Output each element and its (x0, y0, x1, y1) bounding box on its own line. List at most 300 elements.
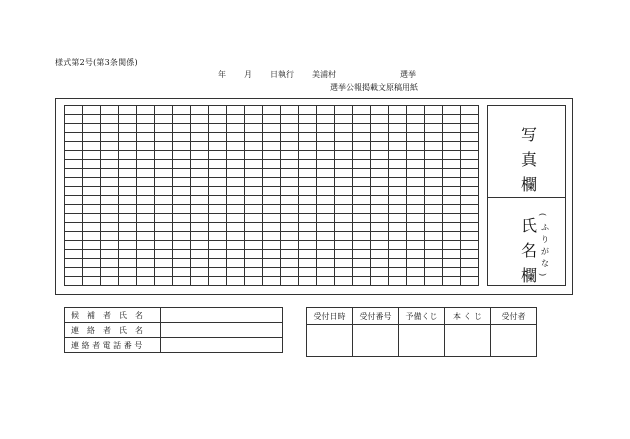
grid-cell[interactable] (245, 196, 263, 205)
grid-cell[interactable] (443, 169, 461, 178)
grid-cell[interactable] (191, 196, 209, 205)
grid-cell[interactable] (155, 142, 173, 151)
grid-cell[interactable] (335, 214, 353, 223)
grid-cell[interactable] (353, 133, 371, 142)
grid-cell[interactable] (317, 259, 335, 268)
grid-cell[interactable] (119, 142, 137, 151)
grid-cell[interactable] (407, 205, 425, 214)
grid-cell[interactable] (83, 160, 101, 169)
manuscript-grid[interactable] (64, 105, 479, 286)
grid-cell[interactable] (155, 196, 173, 205)
grid-cell[interactable] (443, 232, 461, 241)
grid-cell[interactable] (443, 115, 461, 124)
grid-cell[interactable] (461, 259, 479, 268)
grid-cell[interactable] (335, 160, 353, 169)
grid-cell[interactable] (407, 259, 425, 268)
grid-cell[interactable] (353, 268, 371, 277)
grid-cell[interactable] (173, 187, 191, 196)
grid-cell[interactable] (299, 124, 317, 133)
grid-cell[interactable] (119, 205, 137, 214)
grid-cell[interactable] (317, 133, 335, 142)
grid-cell[interactable] (371, 250, 389, 259)
grid-cell[interactable] (407, 277, 425, 286)
grid-cell[interactable] (371, 160, 389, 169)
grid-cell[interactable] (209, 241, 227, 250)
grid-cell[interactable] (263, 205, 281, 214)
grid-cell[interactable] (209, 223, 227, 232)
grid-cell[interactable] (443, 160, 461, 169)
grid-cell[interactable] (353, 187, 371, 196)
grid-cell[interactable] (209, 106, 227, 115)
grid-cell[interactable] (191, 124, 209, 133)
grid-cell[interactable] (425, 214, 443, 223)
grid-cell[interactable] (191, 205, 209, 214)
grid-cell[interactable] (191, 160, 209, 169)
grid-cell[interactable] (389, 106, 407, 115)
grid-cell[interactable] (353, 115, 371, 124)
contact-phone-field[interactable] (161, 338, 283, 353)
grid-cell[interactable] (353, 277, 371, 286)
grid-cell[interactable] (425, 187, 443, 196)
grid-cell[interactable] (209, 142, 227, 151)
grid-cell[interactable] (281, 214, 299, 223)
grid-cell[interactable] (101, 142, 119, 151)
grid-cell[interactable] (371, 232, 389, 241)
grid-cell[interactable] (191, 169, 209, 178)
grid-cell[interactable] (425, 205, 443, 214)
grid-cell[interactable] (119, 124, 137, 133)
grid-cell[interactable] (155, 187, 173, 196)
grid-cell[interactable] (227, 268, 245, 277)
grid-cell[interactable] (353, 241, 371, 250)
grid-cell[interactable] (101, 124, 119, 133)
grid-cell[interactable] (119, 277, 137, 286)
grid-cell[interactable] (317, 232, 335, 241)
grid-cell[interactable] (389, 124, 407, 133)
grid-cell[interactable] (137, 205, 155, 214)
grid-cell[interactable] (119, 187, 137, 196)
grid-cell[interactable] (371, 142, 389, 151)
grid-cell[interactable] (191, 214, 209, 223)
grid-cell[interactable] (245, 124, 263, 133)
grid-cell[interactable] (263, 178, 281, 187)
grid-cell[interactable] (65, 277, 83, 286)
grid-cell[interactable] (443, 142, 461, 151)
grid-cell[interactable] (299, 223, 317, 232)
grid-cell[interactable] (461, 250, 479, 259)
grid-cell[interactable] (443, 124, 461, 133)
grid-cell[interactable] (119, 223, 137, 232)
grid-cell[interactable] (137, 232, 155, 241)
grid-cell[interactable] (425, 223, 443, 232)
grid-cell[interactable] (425, 277, 443, 286)
grid-cell[interactable] (119, 196, 137, 205)
main-lottery-field[interactable] (445, 325, 491, 357)
grid-cell[interactable] (317, 187, 335, 196)
grid-cell[interactable] (407, 250, 425, 259)
grid-cell[interactable] (425, 106, 443, 115)
grid-cell[interactable] (299, 259, 317, 268)
grid-cell[interactable] (407, 133, 425, 142)
grid-cell[interactable] (353, 196, 371, 205)
grid-cell[interactable] (173, 232, 191, 241)
preliminary-lottery-field[interactable] (399, 325, 445, 357)
grid-cell[interactable] (119, 151, 137, 160)
grid-cell[interactable] (443, 277, 461, 286)
grid-cell[interactable] (263, 259, 281, 268)
grid-cell[interactable] (119, 178, 137, 187)
grid-cell[interactable] (263, 169, 281, 178)
contact-name-field[interactable] (161, 323, 283, 338)
grid-cell[interactable] (245, 250, 263, 259)
grid-cell[interactable] (353, 223, 371, 232)
grid-cell[interactable] (407, 214, 425, 223)
grid-cell[interactable] (227, 205, 245, 214)
grid-cell[interactable] (461, 106, 479, 115)
grid-cell[interactable] (83, 133, 101, 142)
grid-cell[interactable] (173, 106, 191, 115)
grid-cell[interactable] (371, 133, 389, 142)
grid-cell[interactable] (317, 277, 335, 286)
grid-cell[interactable] (461, 133, 479, 142)
grid-cell[interactable] (263, 232, 281, 241)
grid-cell[interactable] (407, 196, 425, 205)
grid-cell[interactable] (281, 169, 299, 178)
grid-cell[interactable] (425, 259, 443, 268)
grid-cell[interactable] (65, 259, 83, 268)
grid-cell[interactable] (389, 142, 407, 151)
grid-cell[interactable] (245, 151, 263, 160)
grid-cell[interactable] (245, 178, 263, 187)
grid-cell[interactable] (263, 106, 281, 115)
grid-cell[interactable] (101, 133, 119, 142)
grid-cell[interactable] (155, 223, 173, 232)
grid-cell[interactable] (65, 160, 83, 169)
grid-cell[interactable] (335, 142, 353, 151)
grid-cell[interactable] (227, 169, 245, 178)
grid-cell[interactable] (335, 268, 353, 277)
grid-cell[interactable] (191, 223, 209, 232)
grid-cell[interactable] (227, 133, 245, 142)
grid-cell[interactable] (83, 124, 101, 133)
grid-cell[interactable] (101, 259, 119, 268)
grid-cell[interactable] (209, 151, 227, 160)
grid-cell[interactable] (155, 178, 173, 187)
grid-cell[interactable] (443, 196, 461, 205)
grid-cell[interactable] (83, 151, 101, 160)
grid-cell[interactable] (119, 115, 137, 124)
grid-cell[interactable] (173, 277, 191, 286)
grid-cell[interactable] (155, 268, 173, 277)
grid-cell[interactable] (65, 124, 83, 133)
grid-cell[interactable] (371, 187, 389, 196)
grid-cell[interactable] (425, 142, 443, 151)
grid-cell[interactable] (461, 232, 479, 241)
grid-cell[interactable] (317, 241, 335, 250)
grid-cell[interactable] (335, 232, 353, 241)
grid-cell[interactable] (137, 124, 155, 133)
grid-cell[interactable] (65, 268, 83, 277)
grid-cell[interactable] (461, 268, 479, 277)
grid-cell[interactable] (371, 223, 389, 232)
grid-cell[interactable] (353, 232, 371, 241)
grid-cell[interactable] (65, 241, 83, 250)
grid-cell[interactable] (407, 223, 425, 232)
grid-cell[interactable] (263, 187, 281, 196)
grid-cell[interactable] (155, 232, 173, 241)
grid-cell[interactable] (461, 214, 479, 223)
grid-cell[interactable] (389, 241, 407, 250)
grid-cell[interactable] (209, 133, 227, 142)
grid-cell[interactable] (335, 169, 353, 178)
grid-cell[interactable] (119, 106, 137, 115)
grid-cell[interactable] (389, 232, 407, 241)
grid-cell[interactable] (425, 250, 443, 259)
grid-cell[interactable] (317, 142, 335, 151)
grid-cell[interactable] (155, 259, 173, 268)
grid-cell[interactable] (335, 196, 353, 205)
grid-cell[interactable] (83, 214, 101, 223)
grid-cell[interactable] (227, 241, 245, 250)
grid-cell[interactable] (65, 205, 83, 214)
grid-cell[interactable] (119, 214, 137, 223)
grid-cell[interactable] (461, 151, 479, 160)
grid-cell[interactable] (461, 223, 479, 232)
grid-cell[interactable] (137, 259, 155, 268)
grid-cell[interactable] (155, 214, 173, 223)
grid-cell[interactable] (335, 106, 353, 115)
grid-cell[interactable] (245, 259, 263, 268)
grid-cell[interactable] (443, 106, 461, 115)
grid-cell[interactable] (155, 169, 173, 178)
grid-cell[interactable] (101, 232, 119, 241)
grid-cell[interactable] (407, 268, 425, 277)
grid-cell[interactable] (425, 241, 443, 250)
grid-cell[interactable] (101, 241, 119, 250)
grid-cell[interactable] (101, 169, 119, 178)
grid-cell[interactable] (425, 268, 443, 277)
grid-cell[interactable] (209, 169, 227, 178)
grid-cell[interactable] (101, 268, 119, 277)
grid-cell[interactable] (245, 106, 263, 115)
grid-cell[interactable] (173, 268, 191, 277)
grid-cell[interactable] (227, 259, 245, 268)
grid-cell[interactable] (137, 160, 155, 169)
grid-cell[interactable] (389, 151, 407, 160)
grid-cell[interactable] (317, 115, 335, 124)
grid-cell[interactable] (317, 205, 335, 214)
grid-cell[interactable] (191, 151, 209, 160)
grid-cell[interactable] (389, 268, 407, 277)
grid-cell[interactable] (191, 178, 209, 187)
grid-cell[interactable] (263, 241, 281, 250)
grid-cell[interactable] (209, 124, 227, 133)
grid-cell[interactable] (389, 178, 407, 187)
grid-cell[interactable] (227, 187, 245, 196)
grid-cell[interactable] (317, 151, 335, 160)
grid-cell[interactable] (227, 115, 245, 124)
grid-cell[interactable] (407, 106, 425, 115)
grid-cell[interactable] (209, 115, 227, 124)
grid-cell[interactable] (119, 169, 137, 178)
grid-cell[interactable] (443, 214, 461, 223)
grid-cell[interactable] (281, 250, 299, 259)
grid-cell[interactable] (353, 250, 371, 259)
grid-cell[interactable] (101, 115, 119, 124)
grid-cell[interactable] (461, 187, 479, 196)
grid-cell[interactable] (65, 223, 83, 232)
grid-cell[interactable] (245, 268, 263, 277)
grid-cell[interactable] (173, 205, 191, 214)
grid-cell[interactable] (191, 268, 209, 277)
grid-cell[interactable] (263, 160, 281, 169)
grid-cell[interactable] (137, 277, 155, 286)
grid-cell[interactable] (83, 205, 101, 214)
grid-cell[interactable] (353, 106, 371, 115)
grid-cell[interactable] (281, 277, 299, 286)
grid-cell[interactable] (245, 223, 263, 232)
grid-cell[interactable] (245, 205, 263, 214)
grid-cell[interactable] (173, 196, 191, 205)
grid-cell[interactable] (317, 196, 335, 205)
grid-cell[interactable] (425, 115, 443, 124)
grid-cell[interactable] (281, 142, 299, 151)
grid-cell[interactable] (299, 115, 317, 124)
grid-cell[interactable] (281, 268, 299, 277)
grid-cell[interactable] (299, 268, 317, 277)
grid-cell[interactable] (119, 241, 137, 250)
grid-cell[interactable] (299, 214, 317, 223)
grid-cell[interactable] (425, 232, 443, 241)
grid-cell[interactable] (425, 178, 443, 187)
grid-cell[interactable] (317, 106, 335, 115)
grid-cell[interactable] (461, 142, 479, 151)
grid-cell[interactable] (335, 151, 353, 160)
grid-cell[interactable] (83, 268, 101, 277)
grid-cell[interactable] (209, 250, 227, 259)
grid-cell[interactable] (137, 106, 155, 115)
grid-cell[interactable] (407, 115, 425, 124)
grid-cell[interactable] (461, 169, 479, 178)
grid-cell[interactable] (245, 232, 263, 241)
grid-cell[interactable] (263, 223, 281, 232)
grid-cell[interactable] (155, 277, 173, 286)
grid-cell[interactable] (119, 160, 137, 169)
grid-cell[interactable] (191, 142, 209, 151)
grid-cell[interactable] (263, 214, 281, 223)
grid-cell[interactable] (173, 250, 191, 259)
grid-cell[interactable] (155, 133, 173, 142)
grid-cell[interactable] (299, 106, 317, 115)
grid-cell[interactable] (101, 277, 119, 286)
grid-cell[interactable] (299, 133, 317, 142)
grid-cell[interactable] (83, 115, 101, 124)
grid-cell[interactable] (389, 133, 407, 142)
grid-cell[interactable] (371, 169, 389, 178)
grid-cell[interactable] (209, 160, 227, 169)
grid-cell[interactable] (443, 268, 461, 277)
grid-cell[interactable] (173, 142, 191, 151)
grid-cell[interactable] (425, 133, 443, 142)
grid-cell[interactable] (83, 223, 101, 232)
grid-cell[interactable] (299, 277, 317, 286)
grid-cell[interactable] (353, 178, 371, 187)
grid-cell[interactable] (209, 196, 227, 205)
grid-cell[interactable] (101, 106, 119, 115)
reception-number-field[interactable] (353, 325, 399, 357)
grid-cell[interactable] (245, 160, 263, 169)
grid-cell[interactable] (317, 178, 335, 187)
grid-cell[interactable] (299, 178, 317, 187)
grid-cell[interactable] (155, 160, 173, 169)
grid-cell[interactable] (389, 223, 407, 232)
grid-cell[interactable] (155, 241, 173, 250)
grid-cell[interactable] (371, 268, 389, 277)
grid-cell[interactable] (65, 106, 83, 115)
grid-cell[interactable] (227, 232, 245, 241)
grid-cell[interactable] (245, 133, 263, 142)
grid-cell[interactable] (65, 214, 83, 223)
grid-cell[interactable] (281, 106, 299, 115)
grid-cell[interactable] (227, 151, 245, 160)
grid-cell[interactable] (245, 241, 263, 250)
grid-cell[interactable] (389, 115, 407, 124)
grid-cell[interactable] (263, 268, 281, 277)
grid-cell[interactable] (299, 205, 317, 214)
grid-cell[interactable] (281, 178, 299, 187)
grid-cell[interactable] (191, 241, 209, 250)
grid-cell[interactable] (317, 124, 335, 133)
grid-cell[interactable] (389, 250, 407, 259)
grid-cell[interactable] (425, 151, 443, 160)
grid-cell[interactable] (101, 160, 119, 169)
grid-cell[interactable] (209, 232, 227, 241)
grid-cell[interactable] (83, 250, 101, 259)
grid-cell[interactable] (137, 241, 155, 250)
grid-cell[interactable] (317, 223, 335, 232)
grid-cell[interactable] (371, 106, 389, 115)
grid-cell[interactable] (173, 151, 191, 160)
grid-cell[interactable] (209, 205, 227, 214)
grid-cell[interactable] (101, 187, 119, 196)
grid-cell[interactable] (407, 232, 425, 241)
grid-cell[interactable] (173, 178, 191, 187)
grid-cell[interactable] (443, 187, 461, 196)
grid-cell[interactable] (83, 196, 101, 205)
grid-cell[interactable] (353, 259, 371, 268)
grid-cell[interactable] (389, 196, 407, 205)
grid-cell[interactable] (281, 160, 299, 169)
grid-cell[interactable] (173, 169, 191, 178)
grid-cell[interactable] (281, 241, 299, 250)
grid-cell[interactable] (227, 142, 245, 151)
grid-cell[interactable] (371, 196, 389, 205)
grid-cell[interactable] (407, 169, 425, 178)
grid-cell[interactable] (137, 178, 155, 187)
grid-cell[interactable] (137, 196, 155, 205)
grid-cell[interactable] (155, 205, 173, 214)
grid-cell[interactable] (101, 196, 119, 205)
grid-cell[interactable] (173, 115, 191, 124)
grid-cell[interactable] (173, 241, 191, 250)
grid-cell[interactable] (65, 232, 83, 241)
grid-cell[interactable] (281, 205, 299, 214)
grid-cell[interactable] (443, 223, 461, 232)
grid-cell[interactable] (299, 160, 317, 169)
grid-cell[interactable] (173, 160, 191, 169)
grid-cell[interactable] (335, 205, 353, 214)
grid-cell[interactable] (83, 142, 101, 151)
